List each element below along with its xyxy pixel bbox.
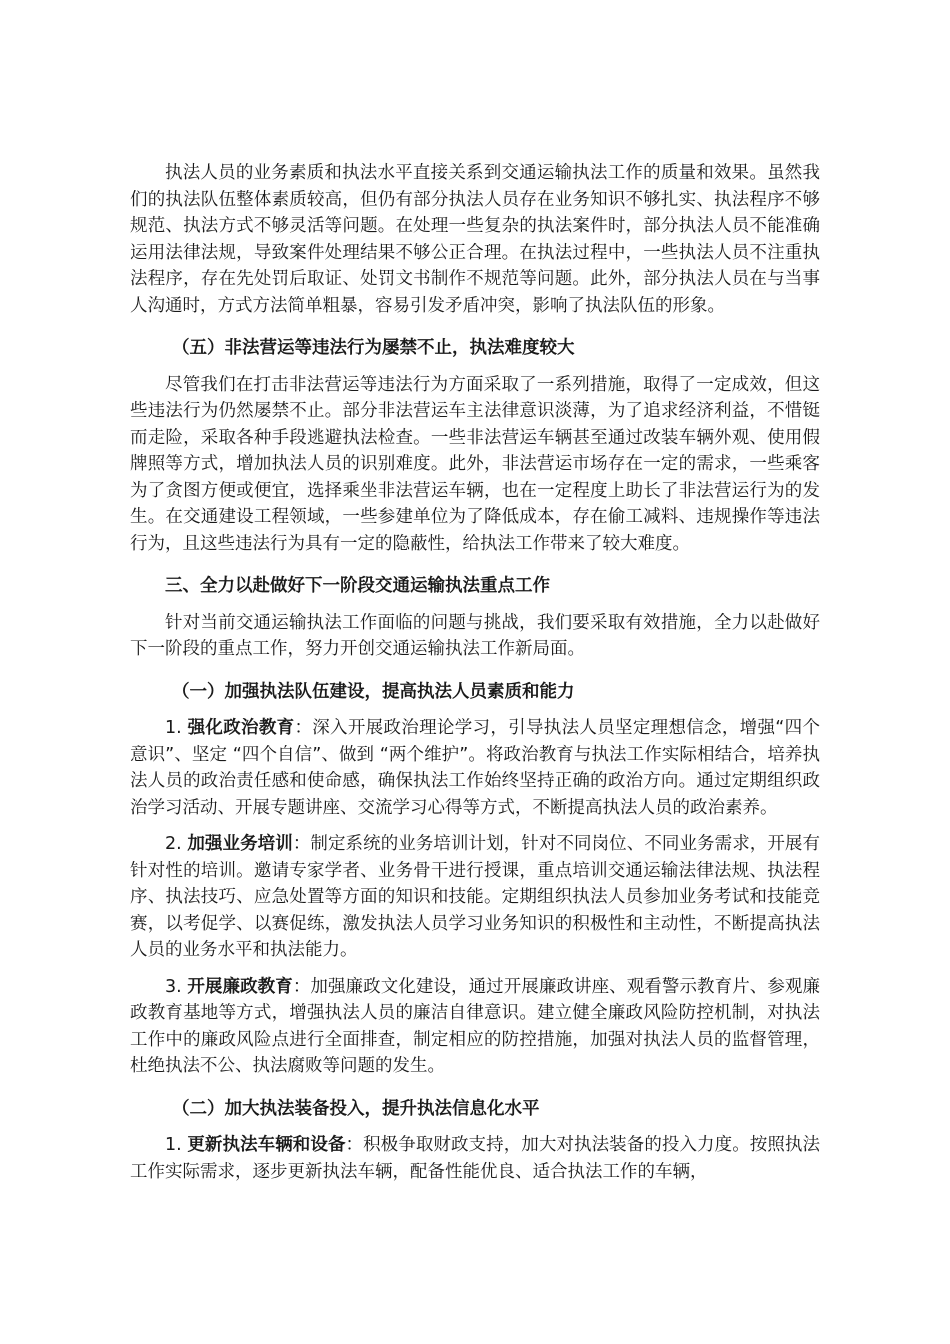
item-update-vehicles bbox=[130, 1132, 820, 1185]
paragraph-section-three-intro: 针对当前交通运输执法工作面临的问题与挑战，我们要采取有效措施，全力以赴做好下一阶段的重点工作，努力开创交通运输执法工作新局面。 bbox=[130, 612, 820, 659]
heading-equipment: （二）加大执法装备投入，提升执法信息化水平 bbox=[172, 1098, 540, 1119]
paragraph-illegal-operation: 尽管我们在打击非法营运等违法行为方面采取了一系列措施，取得了一定成效，但这些违法行为仍然屡禁不止。部分非法营运车主法律意识淡薄，为了追求经济利益，不惜铤而走险，采取各种手段逃避执法检查。一些非法营运车辆甚至通过改装车辆外观、使用假牌照等方式，增加执法人员的识别难度。此外，非法营运市场存在一定的需求，一些乘客为了贪图方便或便宜，选择乘坐非法营运车辆，也在一定程度上助长了非法营运行为的发生。在交通建设工程领域，一些参建单位为了降低成本，存在偷工减料、违规操作等违法行为，且这些违法行为具有一定的隐蔽性，给执法工作带来了较大难度。 bbox=[130, 374, 820, 554]
heading-team-building: （一）加强执法队伍建设，提高执法人员素质和能力 bbox=[172, 681, 575, 702]
item-number: 2. bbox=[165, 834, 188, 854]
item-body: ：制定系统的业务培训计划，针对不同岗位、不同业务需求，开展有针对性的培训。邀请专家学者、业务骨干进行授课，重点培训交通运输法律法规、执法程序、执法技巧、应急处置等方面的知识和技能。定期组织执法人员参加业务考试和技能竞赛，以考促学、以赛促练，激发执法人员学习业务知识的积极性和主动性，不断提高执法人员的业务水平和执法能力。 bbox=[130, 834, 821, 960]
item-title: 开展廉政教育 bbox=[187, 976, 293, 997]
item-number: 1. bbox=[165, 1135, 188, 1155]
item-number: 3. bbox=[165, 976, 188, 997]
item-business-training bbox=[130, 831, 820, 964]
item-number: 1. bbox=[165, 718, 188, 738]
item-integrity-education bbox=[130, 974, 820, 1080]
paragraph-staff-quality: 执法人员的业务素质和执法水平直接关系到交通运输执法工作的质量和效果。虽然我们的执法队伍整体素质较高，但仍有部分执法人员存在业务知识不够扎实、执法程序不够规范、执法方式不够灵活等问题。在处理一些复杂的执法案件时，部分执法人员不能准确运用法律法规，导致案件处理结果不够公正合理。在执法过程中，一些执法人员不注重执法程序，存在先处罚后取证、处罚文书制作不规范等问题。此外，部分执法人员在与当事人沟通时，方式方法简单粗暴，容易引发矛盾冲突，影响了执法队伍的形象。 bbox=[130, 163, 820, 316]
item-body: ：深入开展政治理论学习，引导执法人员坚定理想信念，增强“四个意识”、坚定 “四个自信”、做到 “两个维护”。将政治教育与执法工作实际相结合，培养执法人员的政治责任感和使命感，确保执法工作始终坚持正确的政治方向。通过定期组织政治学习活动、开展专题讲座、交流学习心得等方式，不断提高执法人员的政治素养。 bbox=[130, 718, 820, 818]
item-title: 加强业务培训 bbox=[187, 834, 293, 854]
item-political-education bbox=[130, 715, 820, 821]
document-body bbox=[130, 160, 820, 1185]
heading-section-three: 三、全力以赴做好下一阶段交通运输执法重点工作 bbox=[165, 576, 550, 596]
item-title: 更新执法车辆和设备 bbox=[187, 1135, 346, 1155]
heading-illegal-operation: （五）非法营运等违法行为屡禁不止，执法难度较大 bbox=[172, 338, 575, 358]
item-title: 强化政治教育 bbox=[187, 718, 295, 738]
item-body: ：积极争取财政支持，加大对执法装备的投入力度。按照执法工作实际需求，逐步更新执法车辆，配备性能优良、适合执法工作的车辆， bbox=[130, 1135, 821, 1182]
item-body: ：加强廉政文化建设，通过开展廉政讲座、观看警示教育片、参观廉政教育基地等方式，增强执法人员的廉洁自律意识。建立健全廉政风险防控机制，对执法工作中的廉政风险点进行全面排查，制定相应的防控措施，加强对执法人员的监督管理，杜绝执法不公、执法腐败等问题的发生。 bbox=[130, 976, 821, 1076]
